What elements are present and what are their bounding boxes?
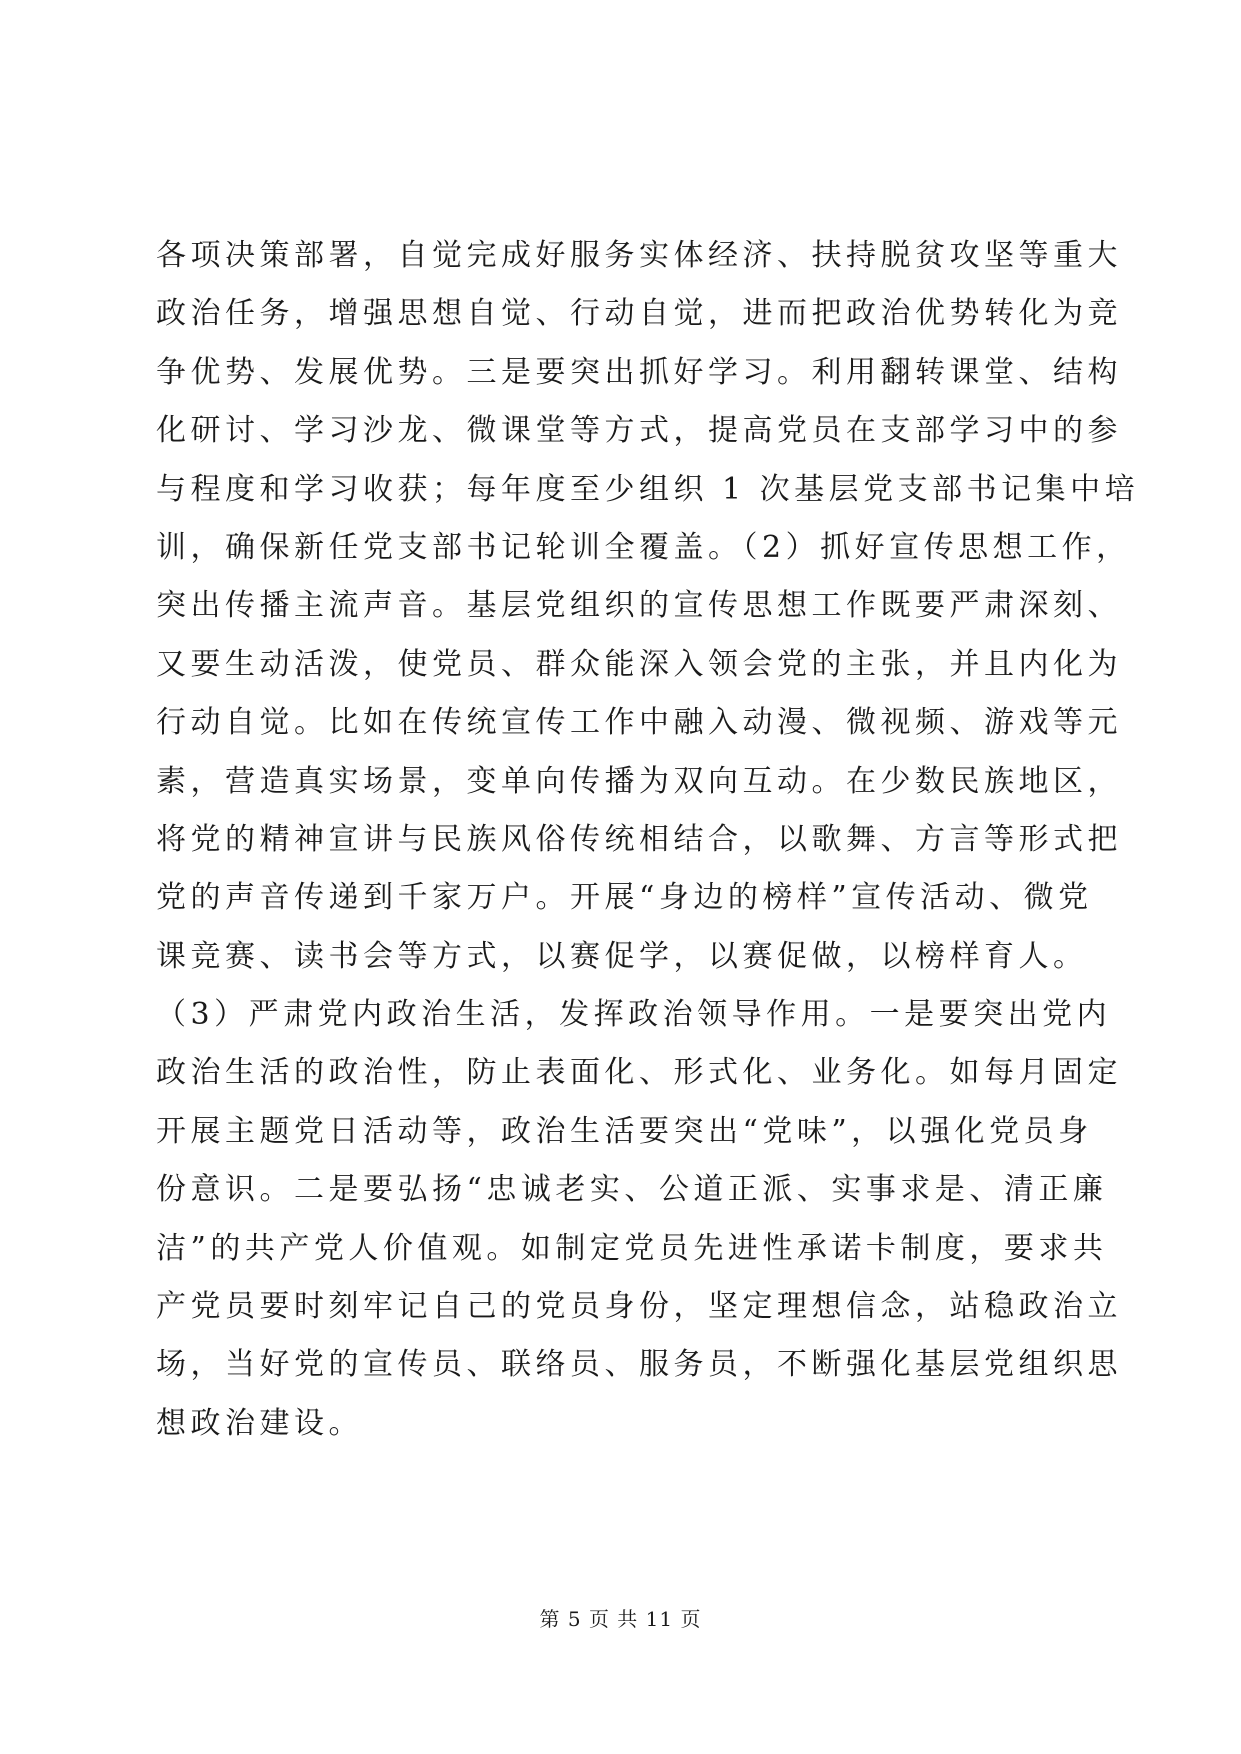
text-line: 想政治建设。 bbox=[156, 1405, 363, 1441]
text-line: 突出传播主流声音。基层党组织的宣传思想工作既要严肃深刻、 bbox=[156, 588, 1122, 624]
body-text bbox=[156, 227, 1140, 1453]
text-line: 场，当好党的宣传员、联络员、服务员，不断强化基层党组织思 bbox=[156, 1347, 1122, 1383]
text-line: 争优势、发展优势。三是要突出抓好学习。利用翻转课堂、结构 bbox=[156, 354, 1122, 390]
text-line: 化研讨、学习沙龙、微课堂等方式，提高党员在支部学习中的参 bbox=[156, 413, 1122, 449]
text-line: 产党员要时刻牢记自己的党员身份，坚定理想信念，站稳政治立 bbox=[156, 1289, 1122, 1325]
text-line: 政治生活的政治性，防止表面化、形式化、业务化。如每月固定 bbox=[156, 1055, 1122, 1091]
text-line: （3）严肃党内政治生活，发挥政治领导作用。一是要突出党内 bbox=[156, 997, 1112, 1033]
text-line: 各项决策部署，自觉完成好服务实体经济、扶持脱贫攻坚等重大 bbox=[156, 238, 1122, 273]
page-number-footer: 第 5 页 共 11 页 bbox=[539, 1607, 702, 1631]
text-line: 份意识。二是要弘扬“忠诚老实、公道正派、实事求是、清正廉 bbox=[156, 1172, 1108, 1208]
text-line: 开展主题党日活动等，政治生活要突出“党味”，以强化党员身 bbox=[156, 1113, 1093, 1149]
text-line: 政治任务，增强思想自觉、行动自觉，进而把政治优势转化为竞 bbox=[156, 296, 1122, 332]
text-line: 将党的精神宣讲与民族风俗传统相结合，以歌舞、方言等形式把 bbox=[156, 821, 1122, 857]
text-line: 洁”的共产党人价值观。如制定党员先进性承诺卡制度，要求共 bbox=[156, 1230, 1108, 1266]
text-line: 课竞赛、读书会等方式，以赛促学，以赛促做，以榜样育人。 bbox=[156, 938, 1088, 974]
text-line: 素，营造真实场景，变单向传播为双向互动。在少数民族地区， bbox=[156, 763, 1122, 799]
text-line: 行动自觉。比如在传统宣传工作中融入动漫、微视频、游戏等元 bbox=[156, 705, 1122, 741]
text-line: 党的声音传递到千家万户。开展“身边的榜样”宣传活动、微党 bbox=[156, 880, 1093, 916]
text-line: 又要生动活泼，使党员、群众能深入领会党的主张，并且内化为 bbox=[156, 646, 1122, 682]
text-line: 与程度和学习收获；每年度至少组织 1 次基层党支部书记集中培 bbox=[156, 471, 1140, 507]
text-line: 训，确保新任党支部书记轮训全覆盖。（2）抓好宣传思想工作， bbox=[156, 529, 1131, 565]
